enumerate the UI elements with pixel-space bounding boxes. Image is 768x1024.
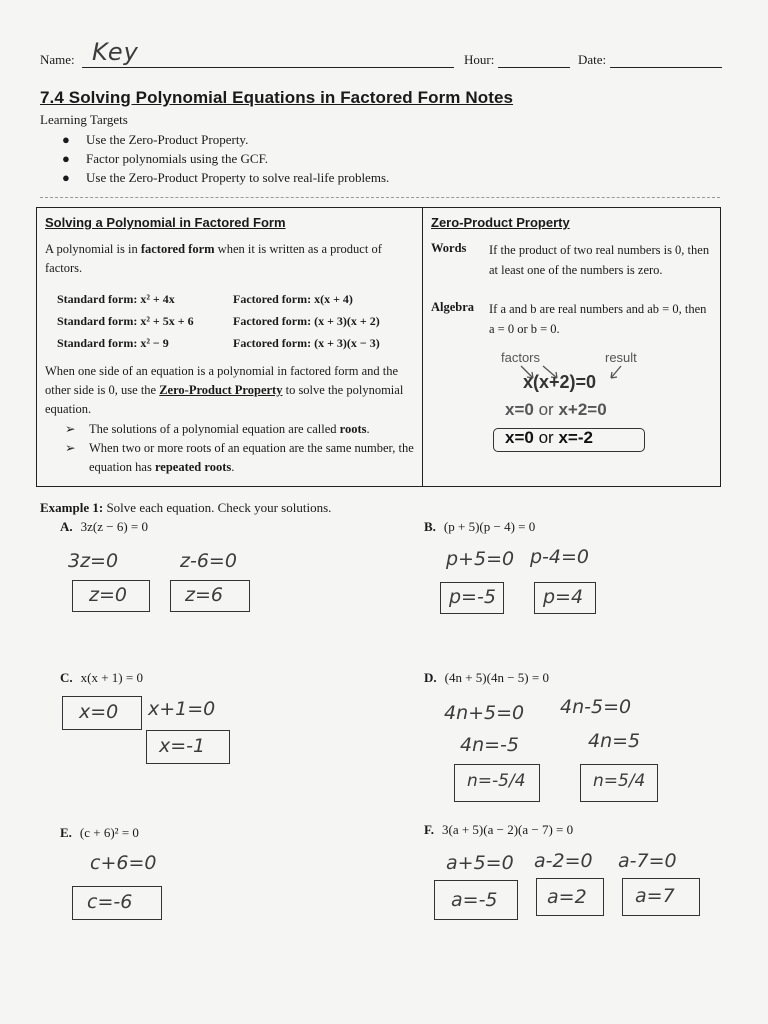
problem-b: B. (p + 5)(p − 4) = 0 (424, 519, 536, 534)
zero-product-box (422, 207, 721, 487)
work-step: p-4=0 (530, 546, 590, 568)
words-text: If the product of two real numbers is 0, then at least one of the numbers is zero. (489, 243, 710, 277)
work-step: a-2=0 (534, 850, 593, 872)
zero-product-term: Zero-Product Property (159, 383, 283, 397)
list-item: ➢ When two or more roots of an equation are the same number, the equation has repeated roots. (65, 441, 414, 474)
example-heading: Example 1: Solve each equation. Check your solutions. (40, 500, 332, 515)
answer-box: a=7 (622, 878, 700, 916)
list-item: ➢ The solutions of a polynomial equation are called roots. (65, 422, 370, 436)
answer-box: x=0 (62, 696, 142, 730)
answer-box: p=4 (534, 582, 596, 614)
divider (40, 197, 720, 198)
answer-box: x=-1 (146, 730, 230, 764)
problem-c: C. x(x + 1) = 0 (60, 670, 143, 685)
learning-targets-list (60, 130, 389, 187)
algebra-label: Algebra (431, 300, 475, 314)
zero-product-usage: When one side of an equation is a polynomial in factored form and the other side is 0, use the Zero-Product Property to solve the polynomial equation. (45, 364, 404, 416)
algebra-text: If a and b are real numbers and ab = 0, then a = 0 or b = 0. (489, 302, 707, 336)
roots-bullets (61, 420, 422, 477)
factored-form-definition: A polynomial is in factored form when it is written as a product of factors. (45, 242, 382, 275)
problem-f: F. 3(a + 5)(a − 2)(a − 7) = 0 (424, 822, 574, 837)
problem-d: D. (4n + 5)(4n − 5) = 0 (424, 670, 549, 685)
date-label: Date: (578, 52, 607, 67)
answer-box: z=6 (170, 580, 250, 612)
zero-product-diagram (493, 348, 653, 458)
answer-box: p=-5 (440, 582, 504, 614)
work-step: 4n+5=0 (444, 702, 525, 724)
work-step: z-6=0 (180, 550, 237, 572)
hour-label: Hour: (464, 52, 495, 67)
date-line (610, 67, 722, 68)
list-item: ● Factor polynomials using the GCF. (62, 151, 269, 166)
problem-e: E. (c + 6)² = 0 (60, 825, 139, 840)
result-label: result (605, 350, 637, 365)
work-step: a-7=0 (618, 850, 677, 872)
work-step: 3z=0 (68, 550, 119, 572)
work-step: 4n=5 (588, 730, 641, 752)
answer-box: n=5/4 (580, 764, 658, 802)
diagram-line-1: x=0 or x+2=0 (505, 400, 607, 419)
work-step: x+1=0 (148, 698, 216, 720)
work-step: p+5=0 (446, 548, 515, 570)
work-step: 4n=-5 (460, 734, 519, 756)
answer-box: n=-5/4 (454, 764, 540, 802)
list-item: ● Use the Zero-Product Property to solve real-life problems. (62, 170, 390, 185)
page-title: 7.4 Solving Polynomial Equations in Factored Form Notes (40, 88, 514, 107)
factored-form-box: Solving a Polynomial in Factored Form A polynomial is in factored form when it is written as a product of factors. Standard form: x² + 4x Factored form: x(x + 4) Standard form: x² + 5x + 6 Factored form: (x + 3)(x + 2) Standard form: x² − 9 Factored form: (x + 3)(x − 3) When one side of an equation is a polynomial in factored form and the other side is 0, use the Zero-Product Property to solve the polynomial equation. ➢ The solutions of a polynomial equation are called roots. ➢ When two or more roots of an equation are the same number, the equation has repeated roots. (36, 207, 423, 487)
box-title: Solving a Polynomial in Factored Form (45, 215, 286, 230)
diagram-equation: x(x+2)=0 (523, 372, 597, 392)
answer-box: c=-6 (72, 886, 162, 920)
name-line (82, 67, 454, 68)
answer-box: a=2 (536, 878, 604, 916)
work-step: 4n-5=0 (560, 696, 632, 718)
list-item: ● Use the Zero-Product Property. (62, 132, 249, 147)
learning-targets-heading: Learning Targets (40, 112, 128, 127)
name-value: Key (92, 38, 139, 66)
box-title: Zero-Product Property (431, 215, 570, 230)
factors-label: factors (501, 350, 541, 365)
problem-a: A. 3z(z − 6) = 0 (60, 519, 149, 534)
name-label: Name: (40, 52, 75, 67)
hour-line (498, 67, 570, 68)
answer-box: z=0 (72, 580, 150, 612)
answer-box: a=-5 (434, 880, 518, 920)
work-step: c+6=0 (90, 852, 157, 874)
diagram-line-2: x=0 or x=-2 (505, 428, 593, 447)
work-step: a+5=0 (446, 852, 514, 874)
words-label: Words (431, 241, 467, 255)
header-row (40, 38, 728, 72)
